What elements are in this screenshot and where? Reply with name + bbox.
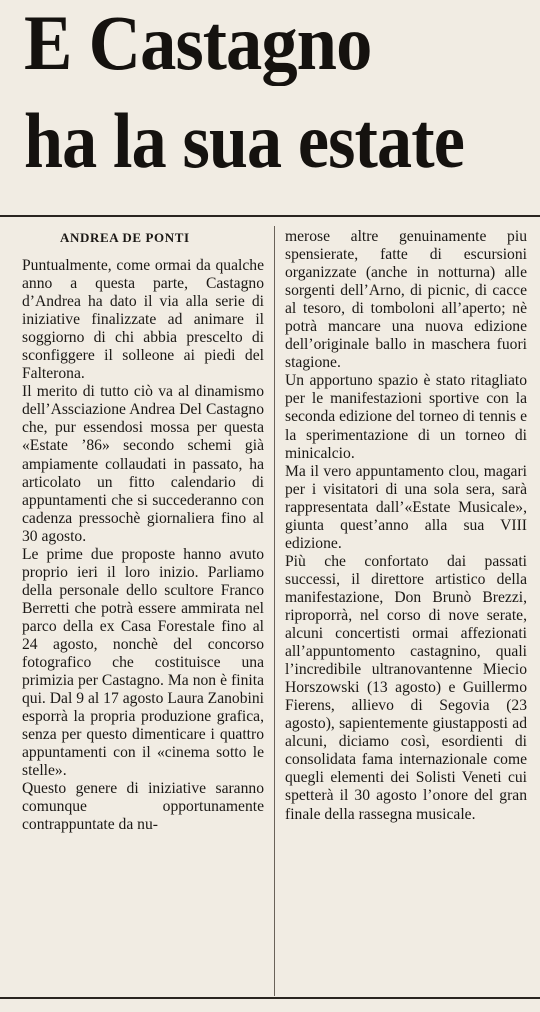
paragraph: Puntualmente, come ormai da qualche anno a questa parte, Castagno d’Andrea ha dato il via alla serie di iniziative finalizzate ad animare il soggiorno di chi abbia prescelto di sconfiggere il solleone ai piedi del Falterona. (22, 257, 264, 383)
paragraph: Più che confortato dai passati successi, il direttore artistico della manifestazione, Don Brunò Brezzi, riproporrà, nel corso di nove serate, alcuni concertisti ormai affezionati all’appuntomento castagnino, quali l’incredibile ultranovantenne Miecio Horszowski (13 agosto) e Guillermo Fierens, allievo di Segovia (23 agosto), sapientemente giustapposti ad alcuni, diciamo così, esordienti di consolidata fama internazionale come quegli elementi dei Solisti Veneti cui spetterà il 30 agosto l’onore del gran finale della rassegna musicale. (285, 552, 527, 823)
article-column-left (22, 228, 264, 835)
paragraph: Ma il vero appuntamento clou, magari per i visitatori di una sola sera, sarà rappresentata dall’«Estate Musicale», giunta quest’anno alla sua VIII edizione. (285, 462, 527, 552)
article-column-right (285, 228, 527, 824)
paragraph: Il merito di tutto ciò va al dinamismo dell’Assciazione Andrea Del Castagno che, pur essendosi mossa per questa «Estate ’86» secondo schemi già ampiamente collaudati in passato, ha articolato un fitto calendario di appuntamenti che si succederanno con cadenza pressochè giornaliera fino al 30 agosto. (22, 383, 264, 545)
byline: ANDREA DE PONTI (60, 230, 190, 245)
paragraph: Questo genere di iniziative saranno comunque opportunamente contrappuntate da nu- (22, 780, 264, 834)
headline (0, 0, 540, 218)
column-divider (274, 226, 275, 996)
paragraph: Le prime due proposte hanno avuto proprio ieri il loro inizio. Parliamo della personale dello scultore Franco Berretti che potrà essere ammirata nel parco della ex Casa Forestale fino al 24 agosto, nonchè del concorso fotografico che costituisce una primizia per Castagno. Ma non è finita qui. Dal 9 al 17 agosto Laura Zanobini esporrà la propria produzione grafica, senza per questo dimenticare i quattro appuntamenti con il «cinema sotto le stelle». (22, 545, 264, 780)
paragraph: merose altre genuinamente piu spensierate, fatte di escursioni organizzate (anche in notturna) alle sorgenti dell’Arno, di picnic, di cacce al tesoro, di tomboloni all’aperto; nè potrà mancare una nuova edizione dell’originale ballo in maschera fuori stagione. (285, 228, 527, 372)
paragraph: Un apportuno spazio è stato ritagliato per le manifestazioni sportive con la seconda edizione del torneo di tennis e la sperimentazione di un torneo di minicalcio. (285, 372, 527, 462)
bottom-rule (0, 997, 540, 999)
headline-line-2: ha la sua estate (24, 97, 464, 184)
top-rule (0, 215, 540, 217)
headline-line-1: E Castagno (24, 0, 372, 86)
